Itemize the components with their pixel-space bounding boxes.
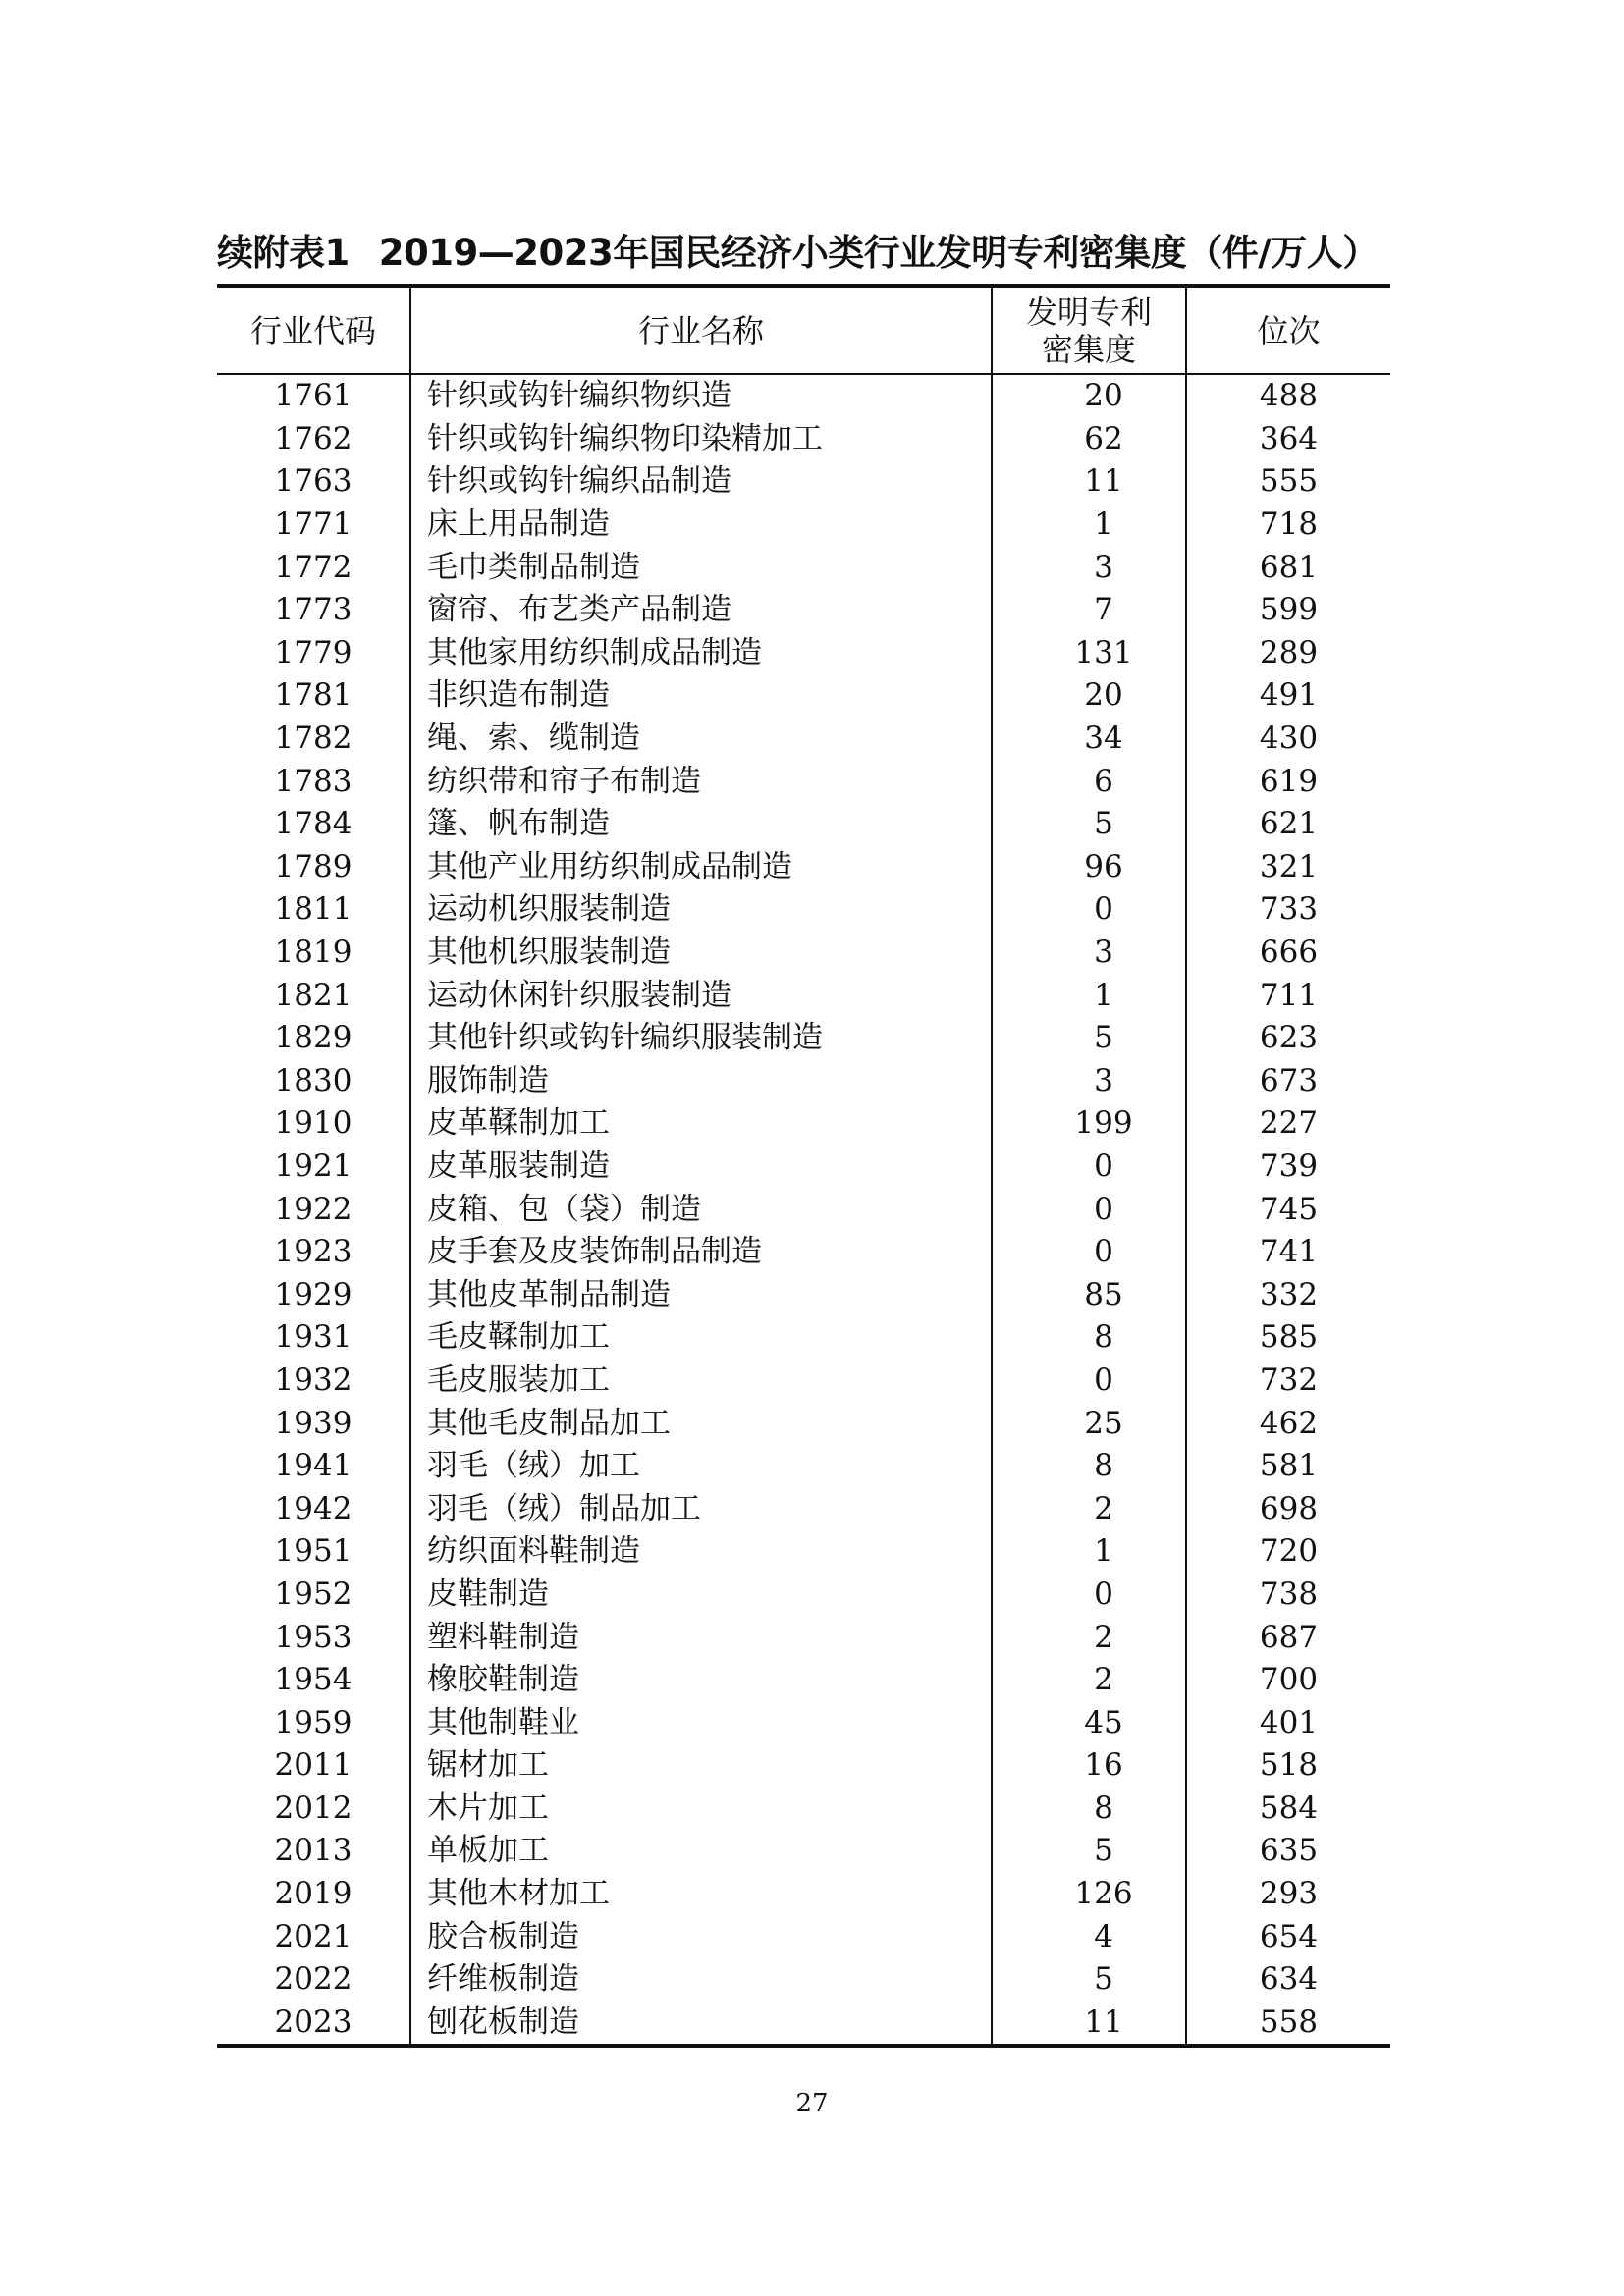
cell-rank: 585 bbox=[1186, 1316, 1390, 1360]
cell-industry-name: 针织或钩针编织品制造 bbox=[410, 460, 992, 504]
table-row bbox=[217, 460, 1390, 504]
cell-industry-name: 纺织面料鞋制造 bbox=[410, 1530, 992, 1574]
table-row bbox=[217, 1616, 1390, 1659]
cell-industry-name: 运动机织服装制造 bbox=[410, 888, 992, 932]
cell-industry-name: 毛皮服装加工 bbox=[410, 1360, 992, 1403]
cell-patent-density: 1 bbox=[992, 504, 1186, 547]
cell-rank: 364 bbox=[1186, 418, 1390, 461]
cell-industry-name: 羽毛（绒）加工 bbox=[410, 1445, 992, 1488]
cell-rank: 462 bbox=[1186, 1402, 1390, 1445]
cell-industry-name: 毛皮鞣制加工 bbox=[410, 1316, 992, 1360]
cell-rank: 741 bbox=[1186, 1231, 1390, 1274]
cell-rank: 634 bbox=[1186, 1958, 1390, 2002]
table-row bbox=[217, 1316, 1390, 1360]
cell-industry-code: 1821 bbox=[274, 977, 352, 1013]
table-title bbox=[217, 228, 1405, 279]
cell-rank: 430 bbox=[1186, 718, 1390, 761]
cell-industry-code: 1763 bbox=[274, 463, 352, 500]
cell-industry-code: 1811 bbox=[274, 891, 352, 928]
table-row bbox=[217, 1273, 1390, 1316]
header-patent-density-line2: 密集度 bbox=[1041, 330, 1136, 368]
cell-industry-name: 羽毛（绒）制品加工 bbox=[410, 1487, 992, 1530]
cell-industry-name: 针织或钩针编织物印染精加工 bbox=[410, 418, 992, 461]
cell-industry-name: 其他木材加工 bbox=[410, 1873, 992, 1916]
cell-patent-density: 2 bbox=[992, 1616, 1186, 1659]
cell-industry-name: 绳、索、缆制造 bbox=[410, 718, 992, 761]
cell-patent-density: 7 bbox=[992, 589, 1186, 632]
cell-patent-density: 8 bbox=[992, 1788, 1186, 1831]
cell-patent-density: 5 bbox=[992, 1830, 1186, 1873]
cell-industry-code: 2011 bbox=[274, 1747, 352, 1784]
table-row bbox=[217, 1830, 1390, 1873]
cell-industry-code: 1783 bbox=[274, 763, 352, 799]
cell-patent-density: 85 bbox=[992, 1273, 1186, 1316]
table-row bbox=[217, 1102, 1390, 1146]
cell-patent-density: 0 bbox=[992, 1146, 1186, 1189]
table-row bbox=[217, 718, 1390, 761]
cell-rank: 581 bbox=[1186, 1445, 1390, 1488]
cell-rank: 739 bbox=[1186, 1146, 1390, 1189]
cell-rank: 293 bbox=[1186, 1873, 1390, 1916]
cell-patent-density: 11 bbox=[992, 2002, 1186, 2047]
cell-rank: 732 bbox=[1186, 1360, 1390, 1403]
cell-industry-code: 2012 bbox=[274, 1789, 352, 1826]
cell-rank: 687 bbox=[1186, 1616, 1390, 1659]
cell-rank: 332 bbox=[1186, 1273, 1390, 1316]
cell-patent-density: 2 bbox=[992, 1659, 1186, 1702]
cell-industry-name: 皮鞋制造 bbox=[410, 1574, 992, 1617]
cell-industry-name: 刨花板制造 bbox=[410, 2002, 992, 2047]
cell-industry-name: 皮革服装制造 bbox=[410, 1146, 992, 1189]
table-row bbox=[217, 1958, 1390, 2002]
cell-industry-name: 皮革鞣制加工 bbox=[410, 1102, 992, 1146]
cell-patent-density: 20 bbox=[992, 374, 1186, 418]
table-header bbox=[217, 286, 1390, 374]
table-body bbox=[217, 374, 1390, 2046]
cell-industry-name: 窗帘、布艺类产品制造 bbox=[410, 589, 992, 632]
cell-rank: 584 bbox=[1186, 1788, 1390, 1831]
header-industry-name: 行业名称 bbox=[410, 286, 992, 374]
cell-patent-density: 16 bbox=[992, 1744, 1186, 1788]
cell-industry-name: 纺织带和帘子布制造 bbox=[410, 760, 992, 803]
cell-industry-code: 2021 bbox=[274, 1918, 352, 1954]
cell-patent-density: 96 bbox=[992, 846, 1186, 889]
cell-industry-name: 非织造布制造 bbox=[410, 674, 992, 718]
table-row bbox=[217, 589, 1390, 632]
cell-industry-name: 篷、帆布制造 bbox=[410, 803, 992, 846]
cell-industry-code: 1954 bbox=[274, 1662, 352, 1698]
cell-industry-code: 1959 bbox=[274, 1704, 352, 1740]
table-title-text: 2019—2023年国民经济小类行业发明专利密集度（件/万人） bbox=[378, 232, 1379, 274]
cell-patent-density: 11 bbox=[992, 460, 1186, 504]
cell-rank: 698 bbox=[1186, 1487, 1390, 1530]
cell-industry-name: 服饰制造 bbox=[410, 1060, 992, 1103]
cell-industry-code: 1762 bbox=[274, 420, 352, 456]
cell-patent-density: 5 bbox=[992, 1958, 1186, 2002]
cell-industry-name: 其他毛皮制品加工 bbox=[410, 1402, 992, 1445]
table-row bbox=[217, 1915, 1390, 1958]
cell-patent-density: 126 bbox=[992, 1873, 1186, 1916]
cell-patent-density: 45 bbox=[992, 1701, 1186, 1744]
cell-industry-code: 1922 bbox=[274, 1191, 352, 1227]
cell-patent-density: 25 bbox=[992, 1402, 1186, 1445]
cell-industry-code: 1761 bbox=[274, 378, 352, 414]
cell-rank: 673 bbox=[1186, 1060, 1390, 1103]
cell-industry-code: 1942 bbox=[274, 1490, 352, 1526]
cell-rank: 720 bbox=[1186, 1530, 1390, 1574]
cell-industry-name: 针织或钩针编织物织造 bbox=[410, 374, 992, 418]
cell-rank: 700 bbox=[1186, 1659, 1390, 1702]
header-industry-code: 行业代码 bbox=[217, 286, 410, 374]
cell-patent-density: 62 bbox=[992, 418, 1186, 461]
cell-patent-density: 3 bbox=[992, 1060, 1186, 1103]
cell-industry-code: 2019 bbox=[274, 1876, 352, 1912]
header-rank: 位次 bbox=[1186, 286, 1390, 374]
cell-industry-code: 1929 bbox=[274, 1276, 352, 1312]
cell-patent-density: 6 bbox=[992, 760, 1186, 803]
page-number: 27 bbox=[795, 2089, 829, 2118]
table-row bbox=[217, 1360, 1390, 1403]
cell-industry-name: 其他制鞋业 bbox=[410, 1701, 992, 1744]
cell-patent-density: 20 bbox=[992, 674, 1186, 718]
cell-industry-code: 1941 bbox=[274, 1448, 352, 1484]
cell-industry-code: 1771 bbox=[274, 507, 352, 543]
cell-industry-name: 纤维板制造 bbox=[410, 1958, 992, 2002]
cell-patent-density: 0 bbox=[992, 1360, 1186, 1403]
cell-rank: 718 bbox=[1186, 504, 1390, 547]
cell-industry-code: 1781 bbox=[274, 677, 352, 714]
table-row bbox=[217, 374, 1390, 418]
table-row bbox=[217, 1146, 1390, 1189]
cell-patent-density: 0 bbox=[992, 1574, 1186, 1617]
table-title-prefix: 续附表1 bbox=[217, 232, 350, 274]
table-row bbox=[217, 1701, 1390, 1744]
cell-industry-name: 床上用品制造 bbox=[410, 504, 992, 547]
cell-industry-code: 1931 bbox=[274, 1319, 352, 1356]
cell-industry-code: 2013 bbox=[274, 1833, 352, 1869]
cell-industry-code: 1951 bbox=[274, 1533, 352, 1570]
cell-rank: 289 bbox=[1186, 632, 1390, 675]
table-row bbox=[217, 1060, 1390, 1103]
cell-industry-code: 1779 bbox=[274, 634, 352, 670]
table-row bbox=[217, 1574, 1390, 1617]
cell-rank: 488 bbox=[1186, 374, 1390, 418]
cell-industry-name: 其他针织或钩针编织服装制造 bbox=[410, 1017, 992, 1060]
cell-industry-code: 1910 bbox=[274, 1105, 352, 1142]
cell-industry-code: 1932 bbox=[274, 1362, 352, 1398]
cell-rank: 623 bbox=[1186, 1017, 1390, 1060]
cell-industry-code: 1921 bbox=[274, 1148, 352, 1184]
cell-patent-density: 3 bbox=[992, 932, 1186, 975]
table-row bbox=[217, 1402, 1390, 1445]
cell-industry-code: 1772 bbox=[274, 549, 352, 585]
cell-patent-density: 8 bbox=[992, 1316, 1186, 1360]
cell-patent-density: 1 bbox=[992, 974, 1186, 1017]
cell-rank: 635 bbox=[1186, 1830, 1390, 1873]
cell-patent-density: 0 bbox=[992, 888, 1186, 932]
table-row bbox=[217, 418, 1390, 461]
table-row bbox=[217, 1744, 1390, 1788]
table-row bbox=[217, 1017, 1390, 1060]
cell-rank: 711 bbox=[1186, 974, 1390, 1017]
table-row bbox=[217, 674, 1390, 718]
cell-patent-density: 131 bbox=[992, 632, 1186, 675]
cell-rank: 654 bbox=[1186, 1915, 1390, 1958]
cell-rank: 681 bbox=[1186, 546, 1390, 589]
cell-rank: 733 bbox=[1186, 888, 1390, 932]
cell-industry-code: 2023 bbox=[217, 2002, 410, 2047]
header-patent-density bbox=[992, 286, 1186, 374]
header-patent-density-line1: 发明专利 bbox=[1025, 293, 1152, 331]
table-row bbox=[217, 1530, 1390, 1574]
table-row bbox=[217, 932, 1390, 975]
cell-patent-density: 4 bbox=[992, 1915, 1186, 1958]
cell-rank: 599 bbox=[1186, 589, 1390, 632]
cell-patent-density: 8 bbox=[992, 1445, 1186, 1488]
industry-patent-density-table bbox=[217, 284, 1390, 2048]
cell-patent-density: 0 bbox=[992, 1231, 1186, 1274]
cell-industry-name: 皮手套及皮装饰制品制造 bbox=[410, 1231, 992, 1274]
table-row bbox=[217, 1659, 1390, 1702]
cell-patent-density: 1 bbox=[992, 1530, 1186, 1574]
cell-industry-name: 其他皮革制品制造 bbox=[410, 1273, 992, 1316]
cell-industry-code: 1819 bbox=[274, 934, 352, 971]
table-row bbox=[217, 1231, 1390, 1274]
cell-industry-name: 胶合板制造 bbox=[410, 1915, 992, 1958]
cell-industry-name: 单板加工 bbox=[410, 1830, 992, 1873]
table-row bbox=[217, 1788, 1390, 1831]
cell-industry-code: 1952 bbox=[274, 1575, 352, 1612]
table-row bbox=[217, 974, 1390, 1017]
cell-rank: 321 bbox=[1186, 846, 1390, 889]
cell-industry-name: 皮箱、包（袋）制造 bbox=[410, 1188, 992, 1231]
cell-industry-name: 运动休闲针织服装制造 bbox=[410, 974, 992, 1017]
table-row bbox=[217, 760, 1390, 803]
cell-rank: 227 bbox=[1186, 1102, 1390, 1146]
cell-patent-density: 5 bbox=[992, 1017, 1186, 1060]
table-row bbox=[217, 546, 1390, 589]
cell-industry-name: 橡胶鞋制造 bbox=[410, 1659, 992, 1702]
table-row bbox=[217, 2002, 1390, 2047]
cell-industry-name: 其他机织服装制造 bbox=[410, 932, 992, 975]
cell-industry-code: 1830 bbox=[274, 1062, 352, 1098]
cell-industry-code: 1784 bbox=[274, 806, 352, 842]
cell-patent-density: 5 bbox=[992, 803, 1186, 846]
cell-rank: 745 bbox=[1186, 1188, 1390, 1231]
table-row bbox=[217, 1487, 1390, 1530]
cell-patent-density: 2 bbox=[992, 1487, 1186, 1530]
table-row bbox=[217, 1873, 1390, 1916]
cell-industry-name: 锯材加工 bbox=[410, 1744, 992, 1788]
cell-rank: 666 bbox=[1186, 932, 1390, 975]
cell-rank: 738 bbox=[1186, 1574, 1390, 1617]
cell-rank: 555 bbox=[1186, 460, 1390, 504]
cell-industry-code: 2022 bbox=[274, 1961, 352, 1998]
cell-rank: 491 bbox=[1186, 674, 1390, 718]
cell-industry-name: 其他产业用纺织制成品制造 bbox=[410, 846, 992, 889]
cell-patent-density: 0 bbox=[992, 1188, 1186, 1231]
table-header-row bbox=[217, 286, 1390, 374]
cell-patent-density: 34 bbox=[992, 718, 1186, 761]
table-row bbox=[217, 1188, 1390, 1231]
cell-industry-code: 1789 bbox=[274, 848, 352, 884]
table-row bbox=[217, 632, 1390, 675]
cell-industry-name: 塑料鞋制造 bbox=[410, 1616, 992, 1659]
cell-industry-code: 1939 bbox=[274, 1405, 352, 1441]
cell-industry-name: 其他家用纺织制成品制造 bbox=[410, 632, 992, 675]
cell-rank: 401 bbox=[1186, 1701, 1390, 1744]
cell-rank: 621 bbox=[1186, 803, 1390, 846]
cell-rank: 619 bbox=[1186, 760, 1390, 803]
cell-industry-code: 1923 bbox=[274, 1234, 352, 1270]
cell-industry-code: 1773 bbox=[274, 592, 352, 628]
cell-patent-density: 199 bbox=[992, 1102, 1186, 1146]
cell-industry-name: 木片加工 bbox=[410, 1788, 992, 1831]
cell-industry-name: 毛巾类制品制造 bbox=[410, 546, 992, 589]
table-row bbox=[217, 846, 1390, 889]
table-row bbox=[217, 504, 1390, 547]
cell-industry-code: 1829 bbox=[274, 1020, 352, 1056]
cell-industry-code: 1782 bbox=[274, 721, 352, 757]
cell-industry-code: 1953 bbox=[274, 1619, 352, 1655]
cell-rank: 558 bbox=[1186, 2002, 1390, 2047]
table-row bbox=[217, 888, 1390, 932]
cell-rank: 518 bbox=[1186, 1744, 1390, 1788]
cell-patent-density: 3 bbox=[992, 546, 1186, 589]
table-row bbox=[217, 803, 1390, 846]
table-row bbox=[217, 1445, 1390, 1488]
